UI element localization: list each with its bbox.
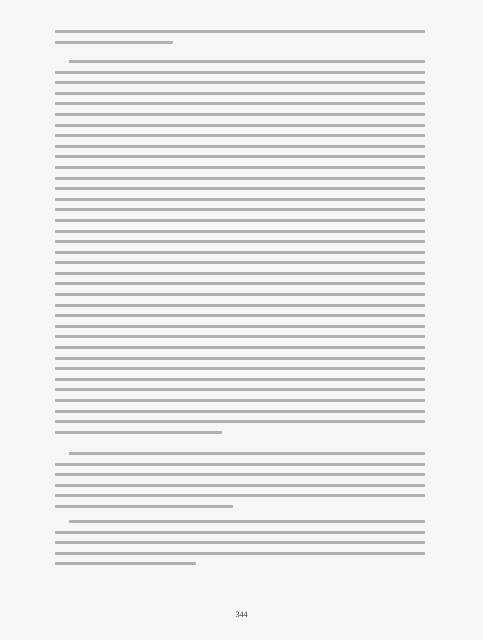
text-line-placeholder: [55, 463, 425, 466]
text-line-placeholder: [69, 60, 425, 63]
text-line-placeholder: [55, 113, 425, 116]
text-line-placeholder: [55, 282, 425, 285]
text-line-placeholder: [55, 484, 425, 487]
text-line-placeholder: [55, 562, 196, 565]
text-line-placeholder: [55, 473, 425, 476]
text-line-placeholder: [55, 102, 425, 105]
text-line-placeholder: [55, 145, 425, 148]
text-paragraph-placeholder: [55, 452, 425, 516]
text-line-placeholder: [55, 410, 425, 413]
text-line-placeholder: [55, 166, 425, 169]
text-line-placeholder: [55, 346, 425, 349]
text-line-placeholder: [55, 531, 425, 534]
text-line-placeholder: [55, 420, 425, 423]
text-line-placeholder: [55, 92, 425, 95]
text-paragraph-placeholder: [55, 520, 425, 573]
text-line-placeholder: [55, 505, 233, 508]
text-line-placeholder: [55, 378, 425, 381]
text-line-placeholder: [55, 552, 425, 555]
text-line-placeholder: [55, 261, 425, 264]
text-line-placeholder: [55, 71, 425, 74]
text-line-placeholder: [55, 325, 425, 328]
text-line-placeholder: [55, 399, 425, 402]
text-line-placeholder: [55, 314, 425, 317]
text-line-placeholder: [55, 293, 425, 296]
text-line-placeholder: [55, 219, 425, 222]
text-line-placeholder: [55, 335, 425, 338]
text-line-placeholder: [55, 124, 425, 127]
text-line-placeholder: [55, 251, 425, 254]
text-line-placeholder: [55, 187, 425, 190]
text-line-placeholder: [55, 208, 425, 211]
page-number: 344: [235, 610, 248, 619]
text-line-placeholder: [55, 304, 425, 307]
text-line-placeholder: [55, 357, 425, 360]
text-line-placeholder: [55, 230, 425, 233]
text-line-placeholder: [55, 134, 425, 137]
text-paragraph-placeholder: [55, 30, 425, 51]
text-line-placeholder: [55, 198, 425, 201]
text-line-placeholder: [55, 177, 425, 180]
text-line-placeholder: [55, 367, 425, 370]
text-line-placeholder: [55, 388, 425, 391]
text-line-placeholder: [69, 520, 425, 523]
text-line-placeholder: [55, 81, 425, 84]
text-line-placeholder: [55, 30, 425, 33]
text-line-placeholder: [55, 541, 425, 544]
text-line-placeholder: [69, 452, 425, 455]
text-line-placeholder: [55, 155, 425, 158]
text-line-placeholder: [55, 240, 425, 243]
text-line-placeholder: [55, 431, 222, 434]
text-line-placeholder: [55, 272, 425, 275]
text-paragraph-placeholder: [55, 60, 425, 441]
text-line-placeholder: [55, 41, 173, 44]
text-line-placeholder: [55, 494, 425, 497]
